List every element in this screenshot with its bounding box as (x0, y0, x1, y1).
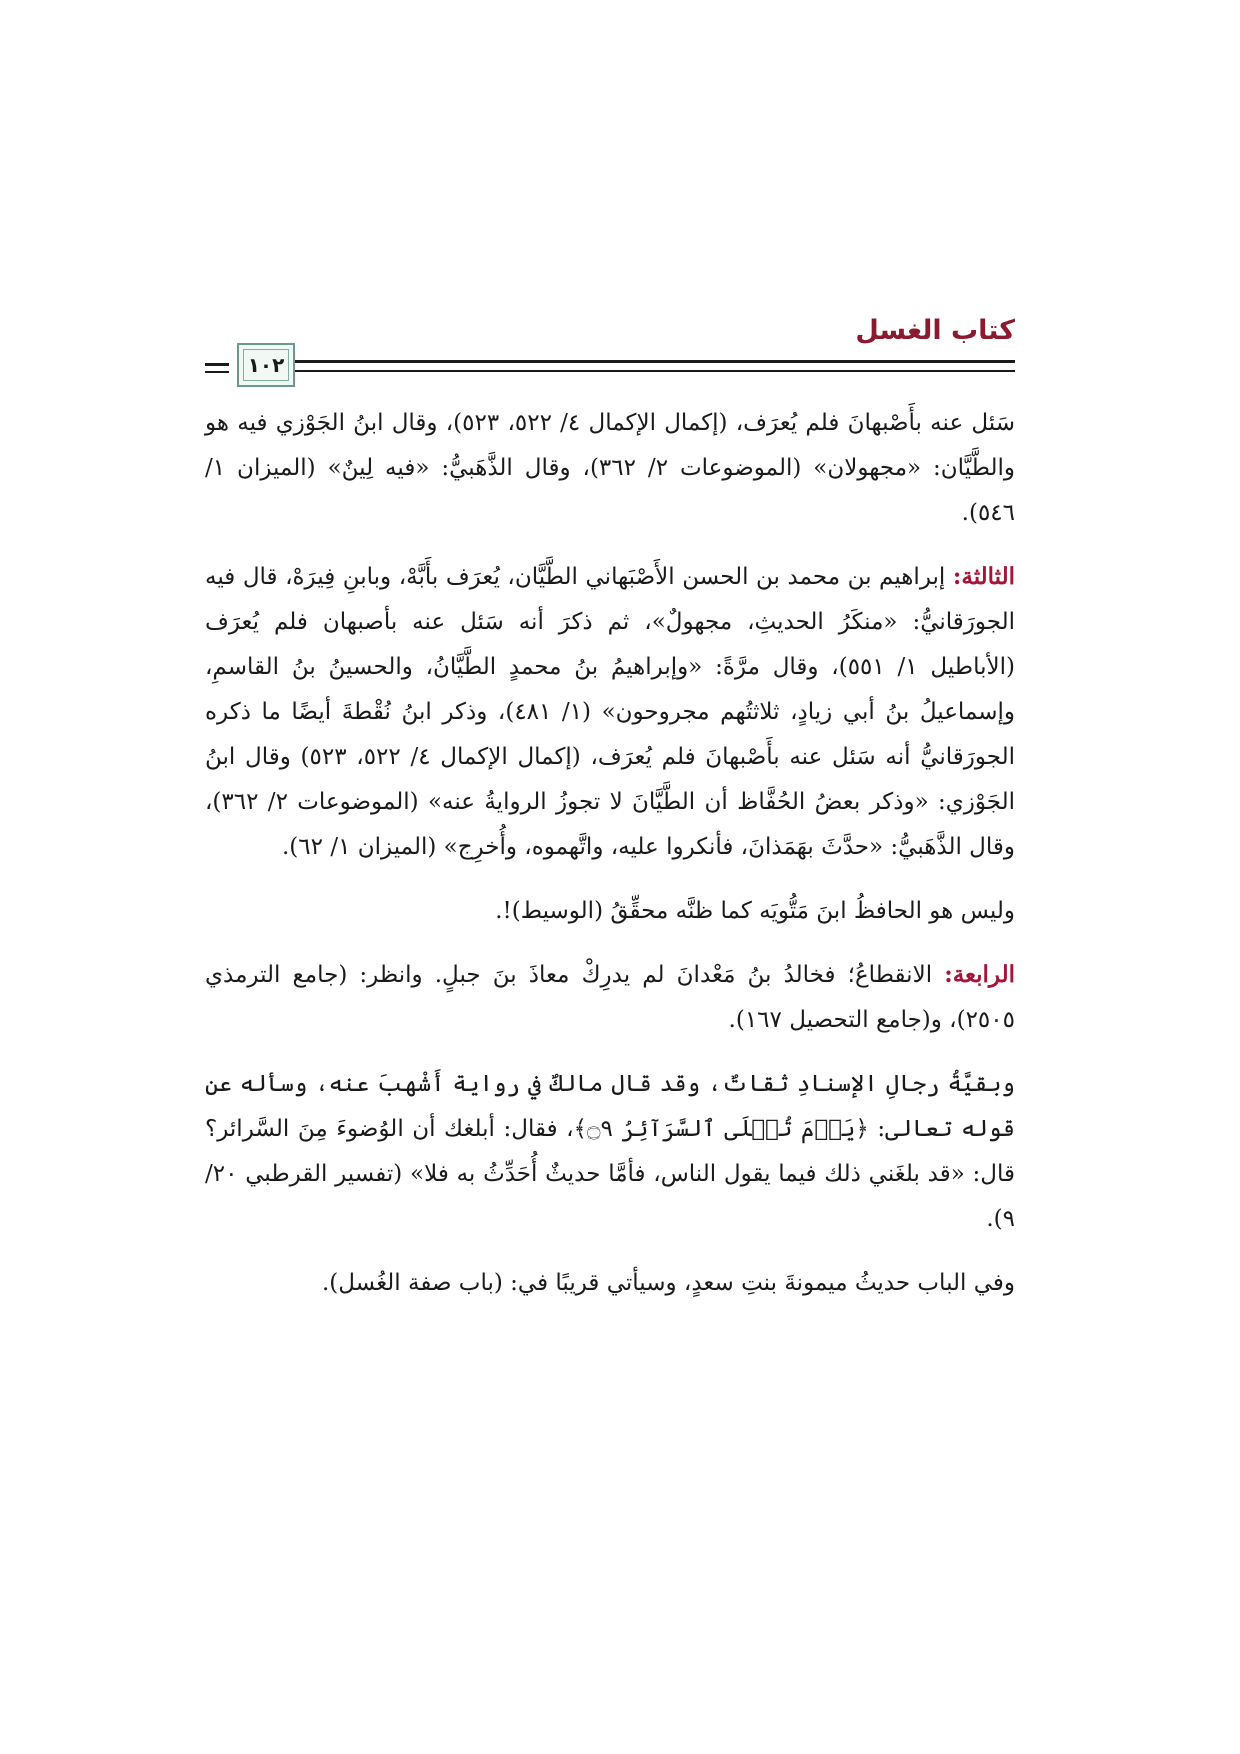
page-number-frame (237, 343, 295, 387)
paragraph-5 (205, 1061, 1015, 1242)
header-rule-top (255, 360, 1015, 363)
paragraph-4 (205, 952, 1015, 1043)
paragraph-text: سَئل عنه بأَصْبهانَ فلم يُعرَف، (إكمال الإكمال ٤/ ٥٢٢، ٥٢٣)، وقال ابنُ الجَوْزي فيه هو والطَّيَّان: «مجهولان» (الموضوعات ٢/ ٣٦٢)، وقال الذَّهَبيُّ: «فيه لِينٌ» (الميزان ١/ ٥٤٦). (205, 410, 1016, 526)
paragraph-3 (205, 888, 1015, 934)
paragraph-text: وبقيَّةُ رجالِ الإسنادِ ثقاتٌ، وقد قال مالكٌ في رواية أَشْهبَ عنه، وسأله عن قوله تعالى: ﴿يَوۡمَ تُبۡلَى ٱلسَّرَآئِرُ ۝٩﴾، فقال: أبلغك أن الوُضوءَ مِنَ السَّرائر؟ قال: «قد بلغَني ذلك فيما يقول الناس، فأمَّا حديثٌ أُحَدِّثُ به فلا» (تفسير القرطبي ٢٠/ ٩). (205, 1071, 1015, 1232)
paragraph-label: الرابعة: (944, 961, 1015, 988)
book-title: كتاب الغسل (855, 315, 1015, 346)
paragraph-6 (205, 1260, 1015, 1306)
header-rule-left-bottom (205, 371, 229, 373)
paragraph-text: وفي الباب حديثُ ميمونةَ بنتِ سعدٍ، وسيأتي قريبًا في: (باب صفة الغُسل). (321, 1270, 1015, 1296)
header-rule-bottom (255, 370, 1015, 372)
page-body (205, 400, 1015, 1324)
paragraph-2 (205, 554, 1015, 870)
paragraph-text: وليس هو الحافظُ ابنَ مَتُّويَه كما ظنَّه محقِّقُ (الوسيط)!. (495, 898, 1015, 924)
paragraph-label: الثالثة: (952, 563, 1015, 590)
page-number: ١٠٢ (247, 353, 285, 377)
page-header (205, 315, 1015, 385)
header-rule-left-top (205, 363, 229, 366)
paragraph-text: الانقطاعُ؛ فخالدُ بنُ مَعْدانَ لم يدرِكْ معاذَ بنَ جبلٍ. وانظر: (جامع الترمذي ٢٥٠٥)، و(جامع التحصيل ١٦٧). (205, 962, 1015, 1033)
paragraph-text: إبراهيم بن محمد بن الحسن الأَصْبَهاني الطَّيَّان، يُعرَف بأَبَّهْ، وبابنِ فِيرَهْ، قال فيه الجورَقانيُّ: «منكَرُ الحديثِ، مجهولٌ»، ثم ذكرَ أنه سَئل عنه بأصبهان فلم يُعرَف (الأباطيل ١/ ٥٥١)، وقال مرَّةً: «وإبراهيمُ بنُ محمدٍ الطَّيَّانُ، والحسينُ بنُ القاسمِ، وإسماعيلُ بنُ أبي زيادٍ، ثلاثتُهم مجروحون» (١/ ٤٨١)، وذكر ابنُ نُقْطةَ أيضًا ما ذكره الجورَقانيُّ أنه سَئل عنه بأَصْبهانَ فلم يُعرَف، (إكمال الإكمال ٤/ ٥٢٢، ٥٢٣) وقال ابنُ الجَوْزي: «وذكر بعضُ الحُفَّاظ أن الطَّيَّانَ لا تجوزُ الروايةُ عنه» (الموضوعات ٢/ ٣٦٢)، وقال الذَّهَبيُّ: «حدَّثَ بهَمَذانَ، فأنكروا عليه، واتَّهموه، وأُخرِج» (الميزان ١/ ٦٢). (205, 564, 1016, 860)
paragraph-1 (205, 400, 1015, 536)
